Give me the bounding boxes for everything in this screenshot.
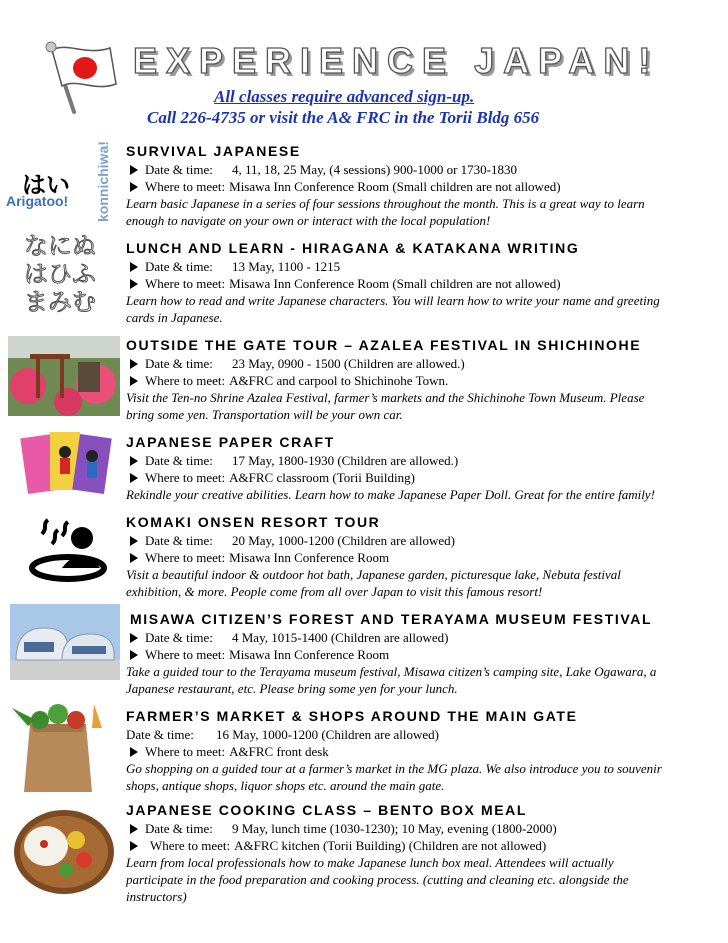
section-komaki-onsen xyxy=(126,514,686,600)
section-title: LUNCH AND LEARN - HIRAGANA & KATAKANA WRITING xyxy=(126,240,580,256)
description-line: instructors) xyxy=(126,889,187,904)
where-row xyxy=(126,743,686,760)
where-label: Where to meet: xyxy=(145,470,226,485)
paper-doll-photo xyxy=(20,428,116,498)
description-line: enough to navigate on your own or interact with the local population! xyxy=(126,213,491,228)
description-line: Take a guided tour to the Terayama museum festival, Misawa citizen’s camping site, Lake Ogawara, a xyxy=(126,664,657,679)
description-line: Learn how to read and write Japanese characters. You will learn how to write your name and greeting xyxy=(126,293,660,308)
where-value: Misawa Inn Conference Room (Small children are not allowed) xyxy=(229,276,561,291)
signup-note: All classes require advanced sign-up. xyxy=(214,87,475,106)
bullet-triangle-icon xyxy=(130,747,138,757)
bento-box-photo xyxy=(6,800,118,900)
bullet-triangle-icon xyxy=(130,553,138,563)
where-value: A&FRC kitchen (Torii Building) (Children are not allowed) xyxy=(234,838,547,853)
section-title: JAPANESE COOKING CLASS – BENTO BOX MEAL xyxy=(126,802,528,818)
date-label: Date & time: xyxy=(126,727,194,742)
where-value: Misawa Inn Conference Room (Small children are not allowed) xyxy=(229,179,561,194)
bullet-triangle-icon xyxy=(130,650,138,660)
where-value: A&FRC classroom (Torii Building) xyxy=(229,470,415,485)
date-value: 4, 11, 18, 25 May, (4 sessions) 900-1000 or 1730-1830 xyxy=(232,162,518,177)
bullet-triangle-icon xyxy=(130,182,138,192)
kana-row: はひふ xyxy=(24,260,96,288)
description-line: participate in the food preparation and cooking process. (cutting and cleaning etc. alongside the xyxy=(126,872,629,887)
kana-row: なにぬ xyxy=(24,232,96,260)
description-line: cards in Japanese. xyxy=(126,310,223,325)
section-title: SURVIVAL JAPANESE xyxy=(126,143,301,159)
where-row xyxy=(126,178,686,195)
bullet-triangle-icon xyxy=(130,262,138,272)
kana-block xyxy=(24,232,96,316)
section-terayama-museum xyxy=(126,611,686,697)
description-line: Go shopping on a guided tour at a farmer’s market in the MG plaza. We also introduce you to souvenir xyxy=(126,761,662,776)
date-label: Date & time: xyxy=(145,453,213,468)
where-label: Where to meet: xyxy=(145,373,226,388)
bullet-triangle-icon xyxy=(130,824,138,834)
where-row xyxy=(126,372,686,389)
where-row xyxy=(126,646,686,663)
museum-photo xyxy=(10,604,120,680)
date-label: Date & time: xyxy=(145,630,213,645)
section-title: FARMER’S MARKET & SHOPS AROUND THE MAIN GATE xyxy=(126,708,578,724)
where-label: Where to meet: xyxy=(145,744,226,759)
description-line: exhibition, & more. People come from all over Japan to visit this famous resort! xyxy=(126,584,543,599)
bullet-triangle-icon xyxy=(130,165,138,175)
section-title: MISAWA CITIZEN’S FOREST AND TERAYAMA MUSEUM FESTIVAL xyxy=(130,611,653,627)
arigatoo-text: Arigatoo! xyxy=(6,193,69,209)
where-label: Where to meet: xyxy=(145,179,226,194)
bullet-triangle-icon xyxy=(130,279,138,289)
kana-row: まみむ xyxy=(24,288,96,316)
date-label: Date & time: xyxy=(145,533,213,548)
where-label: Where to meet: xyxy=(145,647,226,662)
where-value: Misawa Inn Conference Room xyxy=(229,550,390,565)
description-line: Japanese restaurant, etc. Please bring some yen for your lunch. xyxy=(126,681,458,696)
description-line: Visit the Ten-no Shrine Azalea Festival, farmer’s markets and the Shichinohe Town Museum. Please xyxy=(126,390,645,405)
date-value: 17 May, 1800-1930 (Children are allowed.) xyxy=(232,453,459,468)
where-value: A&FRC and carpool to Shichinohe Town. xyxy=(229,373,449,388)
date-row xyxy=(126,532,686,549)
date-row xyxy=(126,726,686,743)
where-label: Where to meet: xyxy=(150,838,231,853)
description-line: bring some yen. Transportation will be your own car. xyxy=(126,407,403,422)
description-line: shops, antique shops, liquor shops etc. around the main gate. xyxy=(126,778,445,793)
bullet-triangle-icon xyxy=(130,633,138,643)
section-survival-japanese xyxy=(126,143,686,229)
where-row xyxy=(126,837,686,854)
description-line: Rekindle your creative abilities. Learn how to make Japanese Paper Doll. Great for the entire family! xyxy=(126,487,655,502)
section-cooking-class xyxy=(126,802,686,905)
description-line: Learn from local professionals how to make Japanese lunch box meal. Attendees will actually xyxy=(126,855,614,870)
date-value: 16 May, 1000-1200 (Children are allowed) xyxy=(216,727,439,742)
where-label: Where to meet: xyxy=(145,550,226,565)
date-row xyxy=(126,161,686,178)
date-row xyxy=(126,258,686,275)
date-row xyxy=(126,820,686,837)
date-label: Date & time: xyxy=(145,821,213,836)
bullet-triangle-icon xyxy=(130,359,138,369)
description-line: Visit a beautiful indoor & outdoor hot bath, Japanese garden, picturesque lake, Nebuta festival xyxy=(126,567,621,582)
konnichiwa-text: konnichiwa! xyxy=(95,141,111,222)
section-lunch-and-learn xyxy=(126,240,686,326)
grocery-bag-photo xyxy=(8,698,112,794)
description-line: Learn basic Japanese in a series of four sessions throughout the month. This is a great way to learn xyxy=(126,196,645,211)
bullet-triangle-icon xyxy=(130,536,138,546)
where-label: Where to meet: xyxy=(145,276,226,291)
azalea-shrine-photo xyxy=(8,336,120,416)
date-label: Date & time: xyxy=(145,259,213,274)
section-title: JAPANESE PAPER CRAFT xyxy=(126,434,335,450)
bullet-triangle-icon xyxy=(130,473,138,483)
date-label: Date & time: xyxy=(145,356,213,371)
section-azalea-festival xyxy=(126,337,686,423)
contact-note: Call 226-4735 or visit the A& FRC in the Torii Bldg 656 xyxy=(147,108,540,127)
date-row xyxy=(126,355,686,372)
bullet-triangle-icon xyxy=(130,841,138,851)
section-title: KOMAKI ONSEN RESORT TOUR xyxy=(126,514,381,530)
where-value: A&FRC front desk xyxy=(229,744,329,759)
date-row xyxy=(126,629,686,646)
date-value: 9 May, lunch time (1030-1230); 10 May, evening (1800-2000) xyxy=(232,821,557,836)
section-paper-craft xyxy=(126,434,686,503)
date-value: 20 May, 1000-1200 (Children are allowed) xyxy=(232,533,455,548)
bullet-triangle-icon xyxy=(130,456,138,466)
section-farmers-market xyxy=(126,708,686,794)
date-value: 4 May, 1015-1400 (Children are allowed) xyxy=(232,630,449,645)
section-title: OUTSIDE THE GATE TOUR – AZALEA FESTIVAL IN SHICHINOHE xyxy=(126,337,642,353)
bullet-triangle-icon xyxy=(130,376,138,386)
hai-text: はい xyxy=(22,171,70,199)
date-value: 23 May, 0900 - 1500 (Children are allowed.) xyxy=(232,356,465,371)
date-row xyxy=(126,452,686,469)
date-label: Date & time: xyxy=(145,162,213,177)
onsen-icon xyxy=(28,512,108,584)
where-row xyxy=(126,469,686,486)
date-value: 13 May, 1100 - 1215 xyxy=(232,259,341,274)
where-value: Misawa Inn Conference Room xyxy=(229,647,390,662)
where-row xyxy=(126,549,686,566)
page-title: EXPERIENCE JAPAN! xyxy=(133,40,660,81)
japan-flag-icon xyxy=(38,40,122,116)
where-row xyxy=(126,275,686,292)
